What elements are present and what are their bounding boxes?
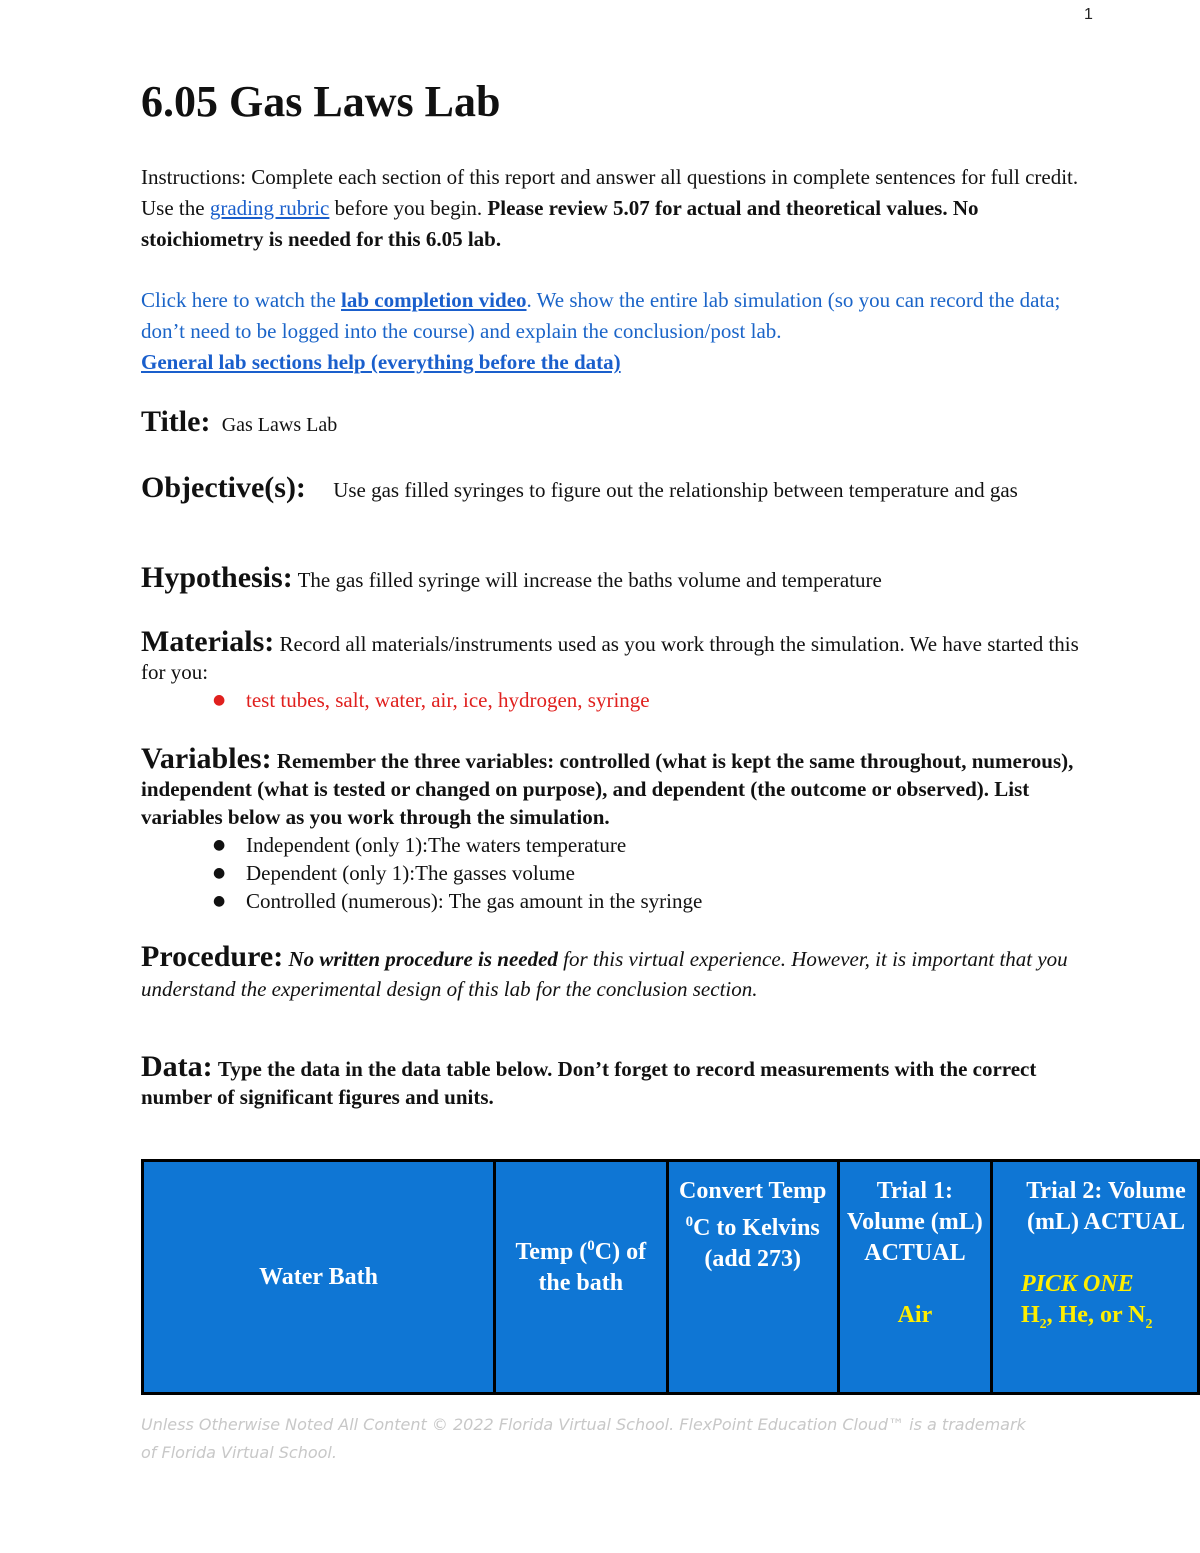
header-temp-celsius: Temp ($^0$C) of the bath bbox=[495, 1161, 667, 1394]
general-lab-help-link[interactable]: General lab sections help (everything before the data) bbox=[141, 350, 621, 374]
data-table bbox=[141, 1159, 1200, 1395]
objective-section bbox=[141, 471, 1091, 504]
hypothesis-value: The gas filled syringe will increase the baths volume and temperature bbox=[297, 568, 882, 592]
header-trial-1: Trial 1: Volume (mL) ACTUAL Air bbox=[838, 1161, 991, 1394]
hypothesis-heading: Hypothesis: bbox=[141, 561, 293, 594]
header-temp-kelvin: Convert Temp $^0$C to Kelvins (add 273) bbox=[667, 1161, 838, 1394]
materials-list bbox=[141, 686, 1091, 714]
variables-list bbox=[141, 831, 1091, 915]
data-section bbox=[141, 1050, 1091, 1111]
materials-value: Record all materials/instruments used as you work through the simulation. We have started this for you: bbox=[141, 632, 1079, 684]
procedure-note: for this virtual experience. However, it is important that you understand the experimental design of this lab for the conclusion section. bbox=[141, 947, 1068, 1001]
hypothesis-section bbox=[141, 561, 1091, 594]
objective-value: Use gas filled syringes to figure out the relationship between temperature and gas bbox=[333, 478, 1018, 502]
title-value: Gas Laws Lab bbox=[221, 414, 338, 436]
page-number: 1 bbox=[1084, 6, 1093, 23]
procedure-heading: Procedure: bbox=[141, 940, 284, 973]
dependent-variable-item: ● Dependent (only 1):The gasses volume bbox=[246, 859, 1091, 887]
video-description-text: . We show the entire lab simulation (so you can record the data; don’t need to be logged into the course) and explain the conclusion/post lab. bbox=[141, 288, 1061, 343]
variables-instructions: Remember the three variables: controlled (what is kept the same throughout, numerous), independent (what is tested or changed on purpose), and dependent (the outcome or observed). List variables below as you work through the simulation. bbox=[141, 749, 1074, 829]
video-paragraph bbox=[141, 285, 1091, 378]
materials-section bbox=[141, 625, 1091, 714]
header-trial-2: Trial 2: Volume (mL) ACTUAL PICK ONE $H_2$, He, or $N_2$ bbox=[991, 1161, 1198, 1394]
title-heading: Title: bbox=[141, 405, 211, 438]
instructions-text: Instructions: Complete each section of this report and answer all questions in complete sentences for full credit. Use the bbox=[141, 165, 1079, 220]
title-section bbox=[141, 405, 1091, 439]
objective-heading: Objective(s): bbox=[141, 471, 306, 504]
video-intro-text: Click here to watch the bbox=[141, 288, 342, 312]
lab-completion-video-link[interactable]: lab completion video bbox=[341, 288, 527, 312]
procedure-section bbox=[141, 942, 1091, 1004]
materials-heading: Materials: bbox=[141, 625, 275, 658]
variables-section bbox=[141, 742, 1091, 915]
header-water-bath: Water Bath bbox=[143, 1161, 495, 1394]
independent-variable-item: ● Independent (only 1):The waters temperature bbox=[246, 831, 1091, 859]
document-title: 6.05 Gas Laws Lab bbox=[141, 77, 501, 126]
footer-copyright: Unless Otherwise Noted All Content © 2022 Florida Virtual School. FlexPoint Education Cloud™ is a trademark of Florida Virtual School. bbox=[141, 1415, 1026, 1462]
variables-heading: Variables: bbox=[141, 742, 272, 775]
data-table-header-row bbox=[143, 1161, 1199, 1394]
instructions-paragraph bbox=[141, 162, 1091, 255]
grading-rubric-link[interactable]: grading rubric bbox=[209, 196, 330, 220]
data-heading: Data: bbox=[141, 1050, 213, 1083]
data-instructions: Type the data in the data table below. Don’t forget to record measurements with the correct number of significant figures and units. bbox=[141, 1057, 1037, 1109]
instructions-bold-note: Please review 5.07 for actual and theoretical values. No stoichiometry is needed for this 6.05 lab. bbox=[141, 196, 979, 251]
controlled-variable-item: ● Controlled (numerous): The gas amount in the syringe bbox=[246, 887, 1091, 915]
materials-item: ● test tubes, salt, water, air, ice, hydrogen, syringe bbox=[246, 686, 1091, 714]
instructions-text-2: before you begin. bbox=[329, 196, 488, 220]
procedure-bold-note: No written procedure is needed bbox=[288, 947, 558, 971]
